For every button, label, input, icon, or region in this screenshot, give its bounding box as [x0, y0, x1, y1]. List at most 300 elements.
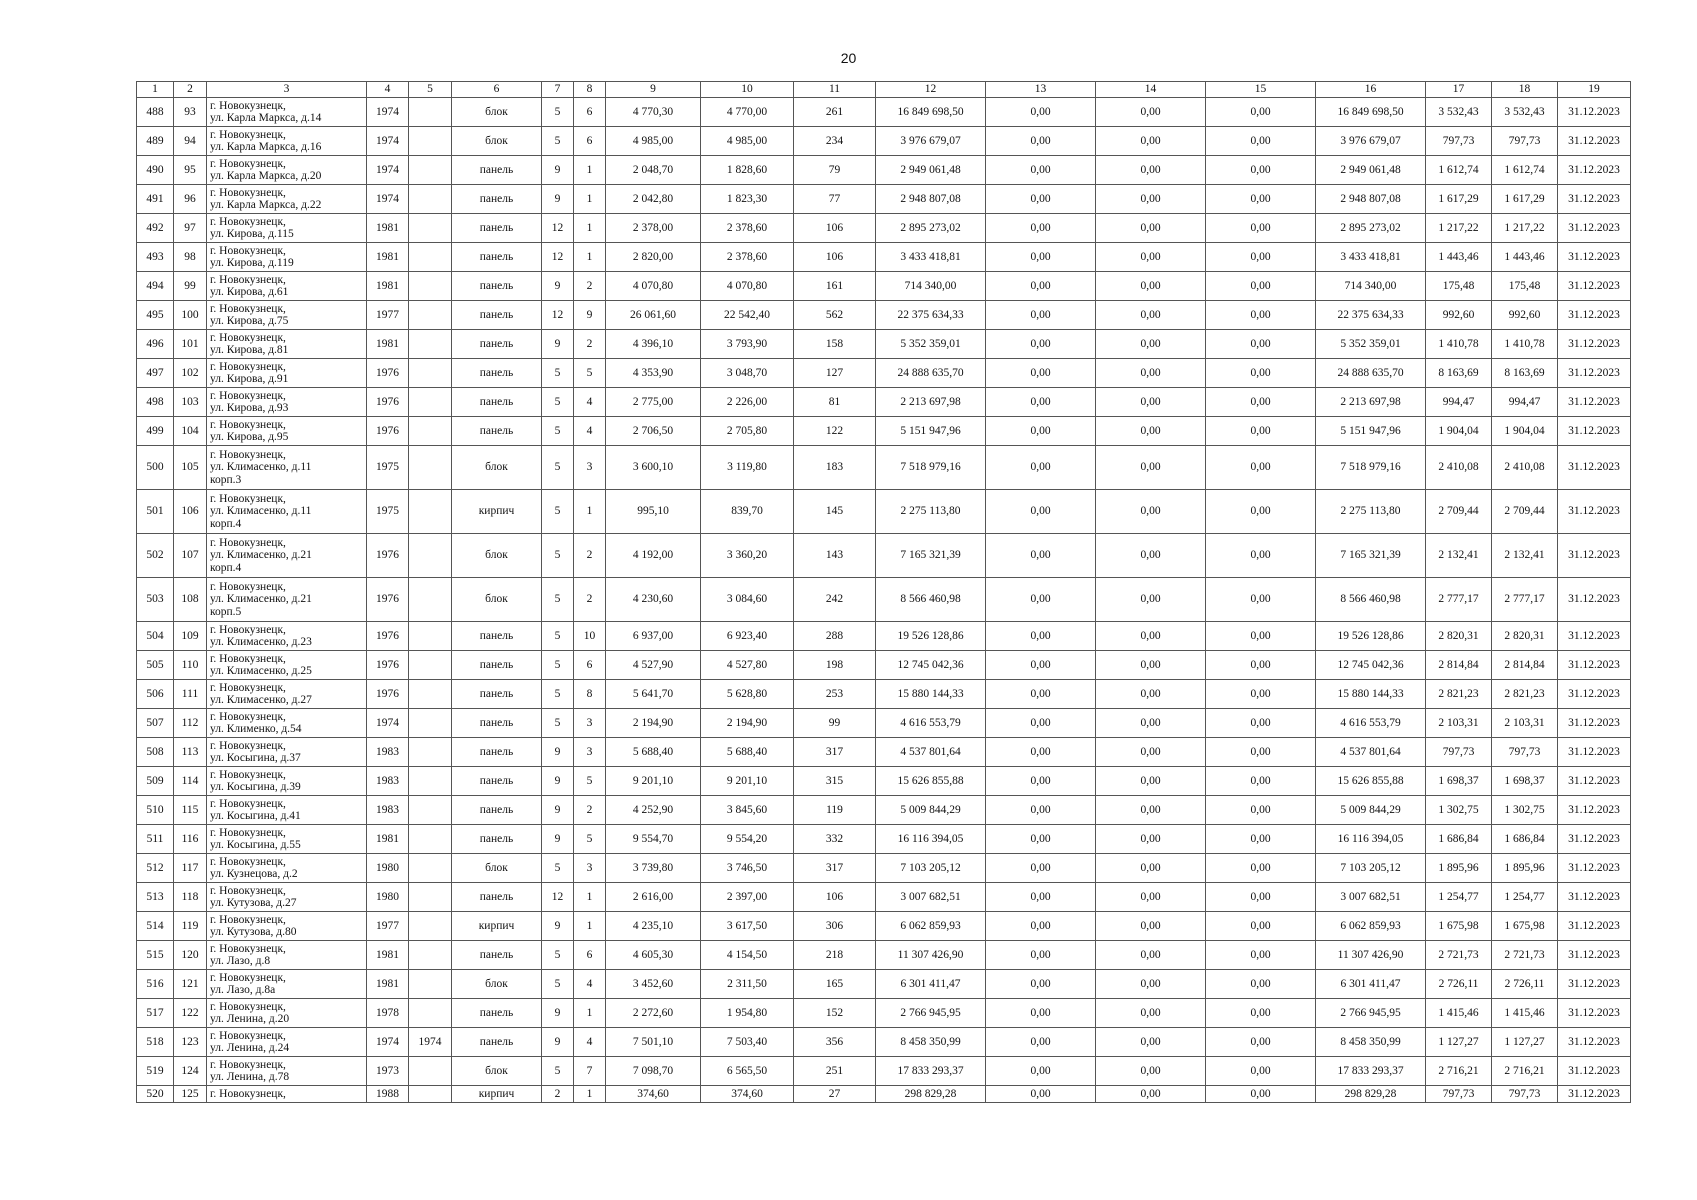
cell-col-5 — [409, 941, 452, 970]
cell-col-6: панель — [452, 330, 542, 359]
table-row — [137, 738, 1631, 767]
table-row — [137, 912, 1631, 941]
cell-col-6: панель — [452, 651, 542, 680]
cell-col-6: панель — [452, 883, 542, 912]
table-row — [137, 185, 1631, 214]
table-row — [137, 243, 1631, 272]
cell-col-19: 31.12.2023 — [1558, 796, 1631, 825]
cell-col-9: 7 501,10 — [606, 1028, 701, 1057]
cell-col-17: 1 698,37 — [1426, 767, 1492, 796]
cell-col-8: 5 — [574, 767, 606, 796]
cell-col-14: 0,00 — [1096, 417, 1206, 446]
cell-col-16: 24 888 635,70 — [1316, 359, 1426, 388]
cell-col-14: 0,00 — [1096, 1086, 1206, 1103]
address-cell — [207, 98, 367, 127]
cell-col-12: 2 213 697,98 — [876, 388, 986, 417]
cell-col-17: 1 617,29 — [1426, 185, 1492, 214]
cell-col-18: 2 814,84 — [1492, 651, 1558, 680]
cell-col-15: 0,00 — [1206, 709, 1316, 738]
table-row — [137, 490, 1631, 534]
cell-col-5 — [409, 214, 452, 243]
cell-col-16: 714 340,00 — [1316, 272, 1426, 301]
cell-col-13: 0,00 — [986, 301, 1096, 330]
cell-col-6: панель — [452, 1028, 542, 1057]
cell-col-12: 3 976 679,07 — [876, 127, 986, 156]
cell-col-17: 2 814,84 — [1426, 651, 1492, 680]
column-header-3: 3 — [207, 82, 367, 98]
address-line: г. Новокузнецк, — [210, 99, 286, 112]
cell-col-15: 0,00 — [1206, 1086, 1316, 1103]
cell-col-9: 2 775,00 — [606, 388, 701, 417]
cell-col-17: 2 721,73 — [1426, 941, 1492, 970]
cell-col-18: 1 127,27 — [1492, 1028, 1558, 1057]
address-line: ул. Кирова, д.61 — [210, 286, 289, 298]
cell-col-12: 16 849 698,50 — [876, 98, 986, 127]
address-line: г. Новокузнецк, — [210, 913, 286, 926]
table-row — [137, 999, 1631, 1028]
cell-col-15: 0,00 — [1206, 680, 1316, 709]
cell-col-16: 11 307 426,90 — [1316, 941, 1426, 970]
cell-col-19: 31.12.2023 — [1558, 185, 1631, 214]
cell-col-12: 714 340,00 — [876, 272, 986, 301]
cell-col-15: 0,00 — [1206, 999, 1316, 1028]
cell-col-10: 5 688,40 — [701, 738, 794, 767]
cell-col-5 — [409, 854, 452, 883]
cell-col-11: 152 — [794, 999, 876, 1028]
cell-col-8: 4 — [574, 417, 606, 446]
cell-col-7: 5 — [542, 651, 574, 680]
cell-col-14: 0,00 — [1096, 578, 1206, 622]
address-line: г. Новокузнецк, — [210, 157, 286, 170]
cell-col-10: 3 793,90 — [701, 330, 794, 359]
cell-col-11: 27 — [794, 1086, 876, 1103]
cell-col-17: 797,73 — [1426, 1086, 1492, 1103]
cell-col-18: 2 777,17 — [1492, 578, 1558, 622]
cell-col-11: 288 — [794, 622, 876, 651]
address-line: г. Новокузнецк, — [210, 855, 286, 868]
cell-col-4: 1974 — [367, 156, 409, 185]
cell-col-17: 1 675,98 — [1426, 912, 1492, 941]
column-header-13: 13 — [986, 82, 1096, 98]
cell-col-2: 111 — [174, 680, 207, 709]
cell-col-17: 2 410,08 — [1426, 446, 1492, 490]
cell-col-14: 0,00 — [1096, 272, 1206, 301]
cell-col-10: 6 923,40 — [701, 622, 794, 651]
cell-col-7: 5 — [542, 388, 574, 417]
cell-col-14: 0,00 — [1096, 330, 1206, 359]
address-line: ул. Косыгина, д.37 — [210, 752, 301, 764]
address-line: ул. Кутузова, д.80 — [210, 926, 297, 938]
table-row — [137, 825, 1631, 854]
address-line: ул. Климасенко, д.27 — [210, 694, 312, 706]
table-row — [137, 709, 1631, 738]
cell-col-9: 3 600,10 — [606, 446, 701, 490]
cell-col-4: 1976 — [367, 622, 409, 651]
address-cell — [207, 767, 367, 796]
column-header-1: 1 — [137, 82, 174, 98]
address-line: ул. Косыгина, д.39 — [210, 781, 301, 793]
cell-col-16: 16 849 698,50 — [1316, 98, 1426, 127]
cell-col-11: 127 — [794, 359, 876, 388]
cell-col-10: 4 154,50 — [701, 941, 794, 970]
cell-col-2: 109 — [174, 622, 207, 651]
cell-col-19: 31.12.2023 — [1558, 330, 1631, 359]
table-row — [137, 156, 1631, 185]
cell-col-7: 5 — [542, 1057, 574, 1086]
cell-col-12: 2 949 061,48 — [876, 156, 986, 185]
table-row — [137, 941, 1631, 970]
cell-col-7: 2 — [542, 1086, 574, 1103]
cell-col-8: 1 — [574, 912, 606, 941]
cell-col-16: 2 895 273,02 — [1316, 214, 1426, 243]
cell-col-7: 5 — [542, 127, 574, 156]
cell-col-17: 2 709,44 — [1426, 490, 1492, 534]
cell-col-13: 0,00 — [986, 854, 1096, 883]
address-line: г. Новокузнецк, — [210, 1058, 286, 1071]
cell-col-4: 1983 — [367, 738, 409, 767]
cell-col-16: 2 275 113,80 — [1316, 490, 1426, 534]
address-cell — [207, 912, 367, 941]
cell-col-18: 1 254,77 — [1492, 883, 1558, 912]
cell-col-14: 0,00 — [1096, 883, 1206, 912]
cell-col-1: 514 — [137, 912, 174, 941]
cell-col-12: 22 375 634,33 — [876, 301, 986, 330]
cell-col-7: 5 — [542, 970, 574, 999]
cell-col-4: 1983 — [367, 767, 409, 796]
cell-col-15: 0,00 — [1206, 825, 1316, 854]
cell-col-2: 114 — [174, 767, 207, 796]
cell-col-18: 2 726,11 — [1492, 970, 1558, 999]
cell-col-5 — [409, 738, 452, 767]
cell-col-2: 122 — [174, 999, 207, 1028]
cell-col-18: 8 163,69 — [1492, 359, 1558, 388]
address-line: г. Новокузнецк, — [210, 128, 286, 141]
cell-col-5 — [409, 767, 452, 796]
table-row — [137, 446, 1631, 490]
cell-col-13: 0,00 — [986, 330, 1096, 359]
cell-col-2: 112 — [174, 709, 207, 738]
cell-col-19: 31.12.2023 — [1558, 883, 1631, 912]
cell-col-17: 1 443,46 — [1426, 243, 1492, 272]
cell-col-6: панель — [452, 243, 542, 272]
cell-col-5 — [409, 825, 452, 854]
cell-col-9: 4 235,10 — [606, 912, 701, 941]
address-cell — [207, 156, 367, 185]
cell-col-17: 994,47 — [1426, 388, 1492, 417]
cell-col-18: 797,73 — [1492, 1086, 1558, 1103]
cell-col-2: 108 — [174, 578, 207, 622]
cell-col-8: 1 — [574, 156, 606, 185]
cell-col-1: 517 — [137, 999, 174, 1028]
cell-col-12: 4 537 801,64 — [876, 738, 986, 767]
cell-col-7: 5 — [542, 941, 574, 970]
cell-col-11: 165 — [794, 970, 876, 999]
cell-col-19: 31.12.2023 — [1558, 970, 1631, 999]
cell-col-19: 31.12.2023 — [1558, 1057, 1631, 1086]
cell-col-13: 0,00 — [986, 1028, 1096, 1057]
cell-col-13: 0,00 — [986, 738, 1096, 767]
address-cell — [207, 578, 367, 622]
cell-col-6: панель — [452, 185, 542, 214]
cell-col-10: 9 554,20 — [701, 825, 794, 854]
address-cell — [207, 941, 367, 970]
cell-col-11: 106 — [794, 243, 876, 272]
cell-col-19: 31.12.2023 — [1558, 1086, 1631, 1103]
cell-col-15: 0,00 — [1206, 651, 1316, 680]
cell-col-13: 0,00 — [986, 417, 1096, 446]
address-cell — [207, 738, 367, 767]
cell-col-2: 125 — [174, 1086, 207, 1103]
cell-col-1: 513 — [137, 883, 174, 912]
cell-col-2: 113 — [174, 738, 207, 767]
cell-col-18: 2 132,41 — [1492, 534, 1558, 578]
address-line: г. Новокузнецк, — [210, 302, 286, 315]
address-line: ул. Кирова, д.115 — [210, 228, 294, 240]
cell-col-8: 2 — [574, 796, 606, 825]
cell-col-16: 3 433 418,81 — [1316, 243, 1426, 272]
cell-col-19: 31.12.2023 — [1558, 98, 1631, 127]
address-line: ул. Ленина, д.78 — [210, 1071, 290, 1083]
cell-col-8: 5 — [574, 359, 606, 388]
cell-col-16: 15 626 855,88 — [1316, 767, 1426, 796]
column-header-19: 19 — [1558, 82, 1631, 98]
table-row — [137, 388, 1631, 417]
cell-col-4: 1976 — [367, 534, 409, 578]
cell-col-15: 0,00 — [1206, 156, 1316, 185]
cell-col-9: 2 616,00 — [606, 883, 701, 912]
address-line: ул. Климасенко, д.25 — [210, 665, 312, 677]
cell-col-19: 31.12.2023 — [1558, 622, 1631, 651]
cell-col-10: 2 311,50 — [701, 970, 794, 999]
cell-col-5 — [409, 388, 452, 417]
address-line: ул. Лазо, д.8а — [210, 984, 276, 996]
cell-col-15: 0,00 — [1206, 767, 1316, 796]
cell-col-8: 4 — [574, 970, 606, 999]
cell-col-10: 1 823,30 — [701, 185, 794, 214]
cell-col-11: 317 — [794, 854, 876, 883]
cell-col-6: блок — [452, 1057, 542, 1086]
cell-col-10: 374,60 — [701, 1086, 794, 1103]
cell-col-8: 1 — [574, 243, 606, 272]
cell-col-1: 516 — [137, 970, 174, 999]
column-header-11: 11 — [794, 82, 876, 98]
table-row — [137, 359, 1631, 388]
cell-col-15: 0,00 — [1206, 243, 1316, 272]
cell-col-17: 1 410,78 — [1426, 330, 1492, 359]
cell-col-10: 4 527,80 — [701, 651, 794, 680]
cell-col-12: 19 526 128,86 — [876, 622, 986, 651]
cell-col-17: 1 127,27 — [1426, 1028, 1492, 1057]
cell-col-12: 15 880 144,33 — [876, 680, 986, 709]
cell-col-5: 1974 — [409, 1028, 452, 1057]
cell-col-1: 500 — [137, 446, 174, 490]
cell-col-11: 198 — [794, 651, 876, 680]
cell-col-15: 0,00 — [1206, 417, 1316, 446]
cell-col-1: 505 — [137, 651, 174, 680]
cell-col-13: 0,00 — [986, 970, 1096, 999]
cell-col-12: 3 433 418,81 — [876, 243, 986, 272]
cell-col-15: 0,00 — [1206, 622, 1316, 651]
address-cell — [207, 388, 367, 417]
cell-col-19: 31.12.2023 — [1558, 941, 1631, 970]
table-row — [137, 417, 1631, 446]
cell-col-15: 0,00 — [1206, 1057, 1316, 1086]
cell-col-4: 1978 — [367, 999, 409, 1028]
cell-col-12: 16 116 394,05 — [876, 825, 986, 854]
address-line: г. Новокузнецк, — [210, 244, 286, 257]
cell-col-9: 4 396,10 — [606, 330, 701, 359]
address-cell — [207, 490, 367, 534]
cell-col-11: 145 — [794, 490, 876, 534]
cell-col-10: 3 360,20 — [701, 534, 794, 578]
cell-col-1: 518 — [137, 1028, 174, 1057]
address-line: ул. Кирова, д.81 — [210, 344, 289, 356]
cell-col-19: 31.12.2023 — [1558, 534, 1631, 578]
column-header-9: 9 — [606, 82, 701, 98]
column-header-4: 4 — [367, 82, 409, 98]
cell-col-14: 0,00 — [1096, 490, 1206, 534]
table-row — [137, 651, 1631, 680]
cell-col-16: 7 103 205,12 — [1316, 854, 1426, 883]
cell-col-1: 520 — [137, 1086, 174, 1103]
cell-col-14: 0,00 — [1096, 156, 1206, 185]
address-line: ул. Лазо, д.8 — [210, 955, 271, 967]
cell-col-2: 104 — [174, 417, 207, 446]
cell-col-10: 3 617,50 — [701, 912, 794, 941]
cell-col-8: 3 — [574, 738, 606, 767]
cell-col-1: 509 — [137, 767, 174, 796]
cell-col-5 — [409, 417, 452, 446]
cell-col-5 — [409, 127, 452, 156]
address-cell — [207, 970, 367, 999]
cell-col-2: 118 — [174, 883, 207, 912]
cell-col-1: 504 — [137, 622, 174, 651]
address-cell — [207, 272, 367, 301]
cell-col-9: 995,10 — [606, 490, 701, 534]
address-line: г. Новокузнецк, — [210, 492, 286, 505]
cell-col-18: 994,47 — [1492, 388, 1558, 417]
address-line: корп.4 — [210, 517, 242, 530]
cell-col-15: 0,00 — [1206, 912, 1316, 941]
cell-col-5 — [409, 243, 452, 272]
address-line: ул. Кузнецова, д.2 — [210, 868, 298, 880]
cell-col-9: 2 378,00 — [606, 214, 701, 243]
cell-col-5 — [409, 651, 452, 680]
cell-col-1: 502 — [137, 534, 174, 578]
cell-col-13: 0,00 — [986, 941, 1096, 970]
cell-col-12: 6 301 411,47 — [876, 970, 986, 999]
cell-col-12: 7 165 321,39 — [876, 534, 986, 578]
cell-col-16: 22 375 634,33 — [1316, 301, 1426, 330]
cell-col-13: 0,00 — [986, 825, 1096, 854]
cell-col-12: 11 307 426,90 — [876, 941, 986, 970]
column-header-10: 10 — [701, 82, 794, 98]
cell-col-16: 7 165 321,39 — [1316, 534, 1426, 578]
cell-col-6: панель — [452, 622, 542, 651]
cell-col-18: 1 302,75 — [1492, 796, 1558, 825]
cell-col-7: 5 — [542, 578, 574, 622]
cell-col-18: 3 532,43 — [1492, 98, 1558, 127]
cell-col-9: 4 192,00 — [606, 534, 701, 578]
cell-col-17: 175,48 — [1426, 272, 1492, 301]
cell-col-4: 1981 — [367, 941, 409, 970]
cell-col-8: 8 — [574, 680, 606, 709]
cell-col-11: 119 — [794, 796, 876, 825]
cell-col-14: 0,00 — [1096, 651, 1206, 680]
address-line: ул. Косыгина, д.55 — [210, 839, 301, 851]
cell-col-19: 31.12.2023 — [1558, 680, 1631, 709]
cell-col-15: 0,00 — [1206, 738, 1316, 767]
cell-col-4: 1976 — [367, 359, 409, 388]
address-line: г. Новокузнецк, — [210, 681, 286, 694]
address-line: ул. Кирова, д.119 — [210, 257, 294, 269]
address-line: г. Новокузнецк, — [210, 580, 286, 593]
cell-col-6: панель — [452, 359, 542, 388]
address-line: корп.4 — [210, 561, 242, 574]
cell-col-14: 0,00 — [1096, 98, 1206, 127]
cell-col-2: 106 — [174, 490, 207, 534]
cell-col-18: 1 415,46 — [1492, 999, 1558, 1028]
cell-col-18: 797,73 — [1492, 738, 1558, 767]
cell-col-16: 19 526 128,86 — [1316, 622, 1426, 651]
cell-col-14: 0,00 — [1096, 243, 1206, 272]
address-line: корп.5 — [210, 605, 242, 618]
cell-col-7: 5 — [542, 854, 574, 883]
cell-col-4: 1981 — [367, 243, 409, 272]
cell-col-7: 9 — [542, 272, 574, 301]
table-row — [137, 1057, 1631, 1086]
cell-col-7: 5 — [542, 534, 574, 578]
cell-col-14: 0,00 — [1096, 796, 1206, 825]
cell-col-7: 5 — [542, 359, 574, 388]
cell-col-15: 0,00 — [1206, 854, 1316, 883]
cell-col-4: 1976 — [367, 388, 409, 417]
cell-col-15: 0,00 — [1206, 970, 1316, 999]
cell-col-11: 356 — [794, 1028, 876, 1057]
cell-col-6: блок — [452, 98, 542, 127]
cell-col-1: 506 — [137, 680, 174, 709]
page-number: 20 — [840, 50, 857, 66]
column-header-5: 5 — [409, 82, 452, 98]
cell-col-5 — [409, 185, 452, 214]
cell-col-2: 101 — [174, 330, 207, 359]
cell-col-1: 503 — [137, 578, 174, 622]
cell-col-5 — [409, 301, 452, 330]
cell-col-6: кирпич — [452, 490, 542, 534]
cell-col-8: 2 — [574, 534, 606, 578]
cell-col-4: 1974 — [367, 709, 409, 738]
cell-col-7: 9 — [542, 825, 574, 854]
address-line: ул. Кирова, д.75 — [210, 315, 289, 327]
address-line: корп.3 — [210, 473, 242, 486]
cell-col-15: 0,00 — [1206, 388, 1316, 417]
column-header-2: 2 — [174, 82, 207, 98]
cell-col-16: 5 151 947,96 — [1316, 417, 1426, 446]
cell-col-12: 7 103 205,12 — [876, 854, 986, 883]
cell-col-15: 0,00 — [1206, 127, 1316, 156]
cell-col-1: 489 — [137, 127, 174, 156]
cell-col-6: кирпич — [452, 1086, 542, 1103]
cell-col-14: 0,00 — [1096, 622, 1206, 651]
cell-col-4: 1981 — [367, 272, 409, 301]
address-line: г. Новокузнецк, — [210, 826, 286, 839]
cell-col-11: 122 — [794, 417, 876, 446]
address-cell — [207, 1057, 367, 1086]
address-cell — [207, 330, 367, 359]
cell-col-13: 0,00 — [986, 127, 1096, 156]
cell-col-1: 492 — [137, 214, 174, 243]
cell-col-16: 16 116 394,05 — [1316, 825, 1426, 854]
